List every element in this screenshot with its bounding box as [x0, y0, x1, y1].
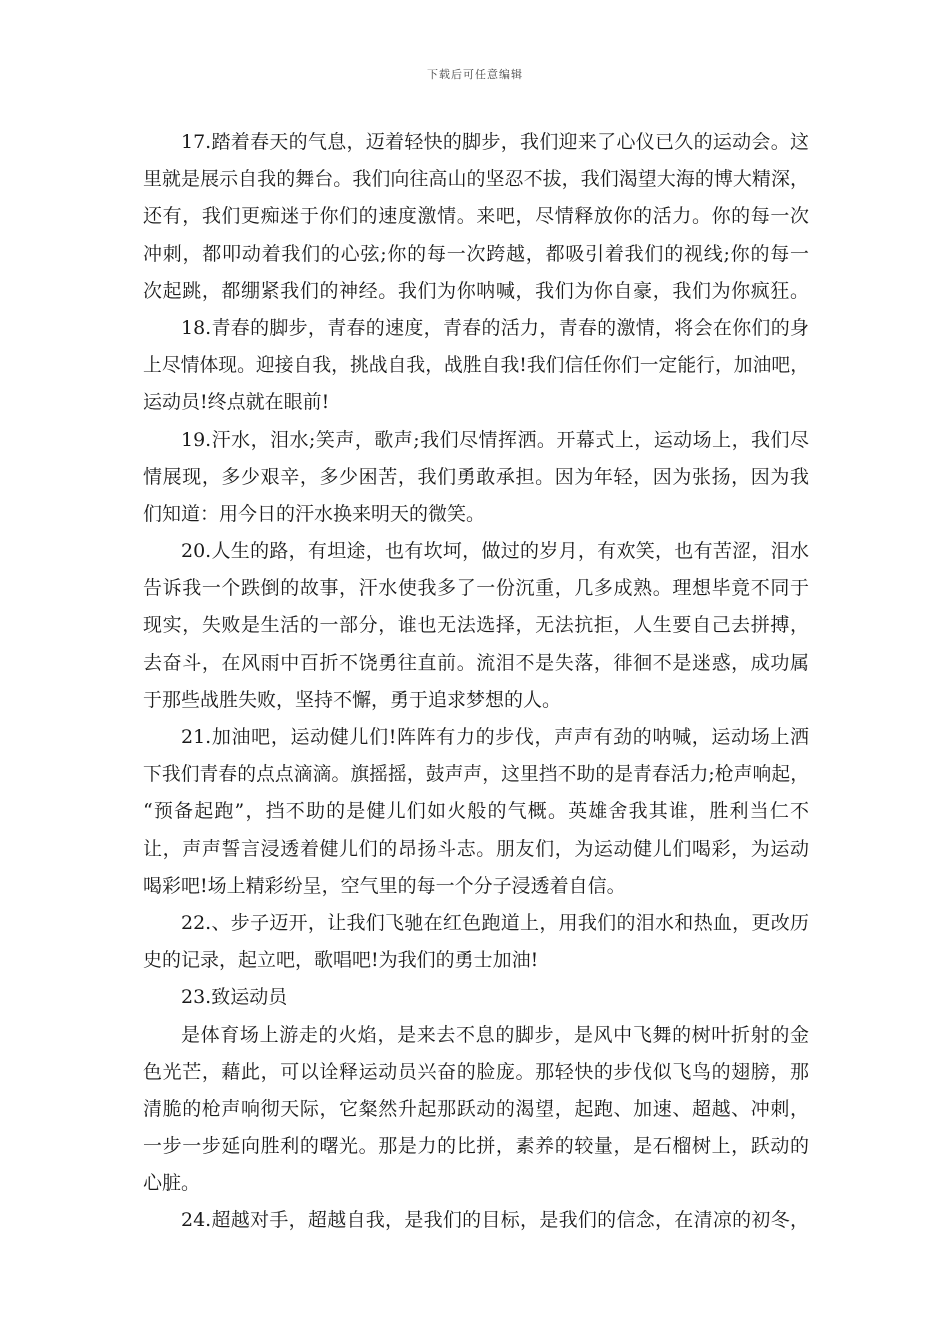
paragraph-23-body — [143, 1017, 809, 1203]
text-line: 18.青春的脚步，青春的速度，青春的活力，青春的激情，将会在你们的身 — [181, 316, 809, 339]
paragraph-20 — [143, 533, 809, 719]
text-line: 是体育场上游走的火焰，是来去不息的脚步，是风中飞舞的树叶折射的金 — [181, 1023, 809, 1046]
paragraph-19 — [143, 422, 809, 534]
paragraph-23-heading — [143, 979, 809, 1016]
text-line: 让，声声誓言浸透着健儿们的昂扬斗志。朋友们，为运动健儿们喝彩，为运动 — [143, 837, 809, 860]
text-line: 于那些战胜失败，坚持不懈，勇于追求梦想的人。 — [143, 688, 562, 711]
text-line: 喝彩吧!场上精彩纷呈，空气里的每一个分子浸透着自信。 — [143, 874, 626, 897]
text-line: 还有，我们更痴迷于你们的速度激情。来吧，尽情释放你的活力。你的每一次 — [143, 205, 809, 228]
paragraph-18 — [143, 310, 809, 422]
text-line: 24.超越对手，超越自我，是我们的目标，是我们的信念，在清凉的初冬， — [181, 1209, 809, 1232]
text-line: 22.、步子迈开，让我们飞驰在红色跑道上，用我们的泪水和热血，更改历 — [181, 911, 809, 934]
text-line: 里就是展示自我的舞台。我们向往高山的坚忍不拔，我们渴望大海的博大精深， — [143, 168, 809, 191]
text-line: 色光芒，藉此，可以诠释运动员兴奋的脸庞。那轻快的步伐似飞鸟的翅膀，那 — [143, 1060, 809, 1083]
paragraph-21 — [143, 719, 809, 905]
text-line: 情展现，多少艰辛，多少困苦，我们勇敢承担。因为年轻，因为张扬，因为我 — [143, 465, 809, 488]
text-line: 史的记录，起立吧，歌唱吧!为我们的勇士加油! — [143, 949, 539, 972]
section-heading: 23.致运动员 — [181, 986, 288, 1009]
paragraph-22 — [143, 905, 809, 979]
text-line: 17.踏着春天的气息，迈着轻快的脚步，我们迎来了心仪已久的运动会。这 — [181, 131, 809, 153]
text-line: 下我们青春的点点滴滴。旗摇摇，鼓声声，这里挡不助的是青春活力;枪声响起， — [143, 764, 809, 786]
text-line: 19.汗水，泪水;笑声，歌声;我们尽情挥洒。开幕式上，运动场上，我们尽 — [181, 428, 809, 451]
text-line: 现实，失败是生活的一部分，谁也无法选择，无法抗拒，人生要自己去拼搏， — [143, 614, 809, 637]
text-line: “预备起跑”，挡不助的是健儿们如火般的气概。英雄舍我其谁，胜利当仁不 — [143, 800, 809, 823]
document-body — [143, 124, 809, 1240]
text-line: 去奋斗，在风雨中百折不饶勇往直前。流泪不是失落，徘徊不是迷惑，成功属 — [143, 651, 809, 674]
paragraph-17 — [143, 124, 809, 310]
text-line: 冲刺，都叩动着我们的心弦;你的每一次跨越，都吸引着我们的视线;你的每一 — [143, 242, 809, 265]
paragraph-24 — [143, 1202, 809, 1239]
text-line: 运动员!终点就在眼前! — [143, 391, 330, 414]
text-line: 次起跳，都绷紧我们的神经。我们为你呐喊，我们为你自豪，我们为你疯狂。 — [143, 279, 809, 302]
text-line: 告诉我一个跌倒的故事，汗水使我多了一份沉重，几多成熟。理想毕竟不同于 — [143, 577, 809, 600]
text-line: 心脏。 — [143, 1172, 201, 1195]
page-header: 下载后可任意编辑 — [427, 68, 523, 81]
text-line: 上尽情体现。迎接自我，挑战自我，战胜自我!我们信任你们一定能行，加油吧， — [143, 355, 809, 377]
text-line: 20.人生的路，有坦途，也有坎坷，做过的岁月，有欢笑，也有苦涩，泪水 — [181, 540, 809, 563]
text-line: 一步一步延向胜利的曙光。那是力的比拼，素养的较量，是石榴树上，跃动的 — [143, 1135, 809, 1158]
text-line: 清脆的枪声响彻天际，它粲然升起那跃动的渴望，起跑、加速、超越、冲刺， — [143, 1097, 809, 1120]
text-line: 21.加油吧，运动健儿们!阵阵有力的步伐，声声有劲的呐喊，运动场上洒 — [181, 726, 809, 748]
text-line: 们知道：用今日的汗水换来明天的微笑。 — [143, 502, 486, 525]
